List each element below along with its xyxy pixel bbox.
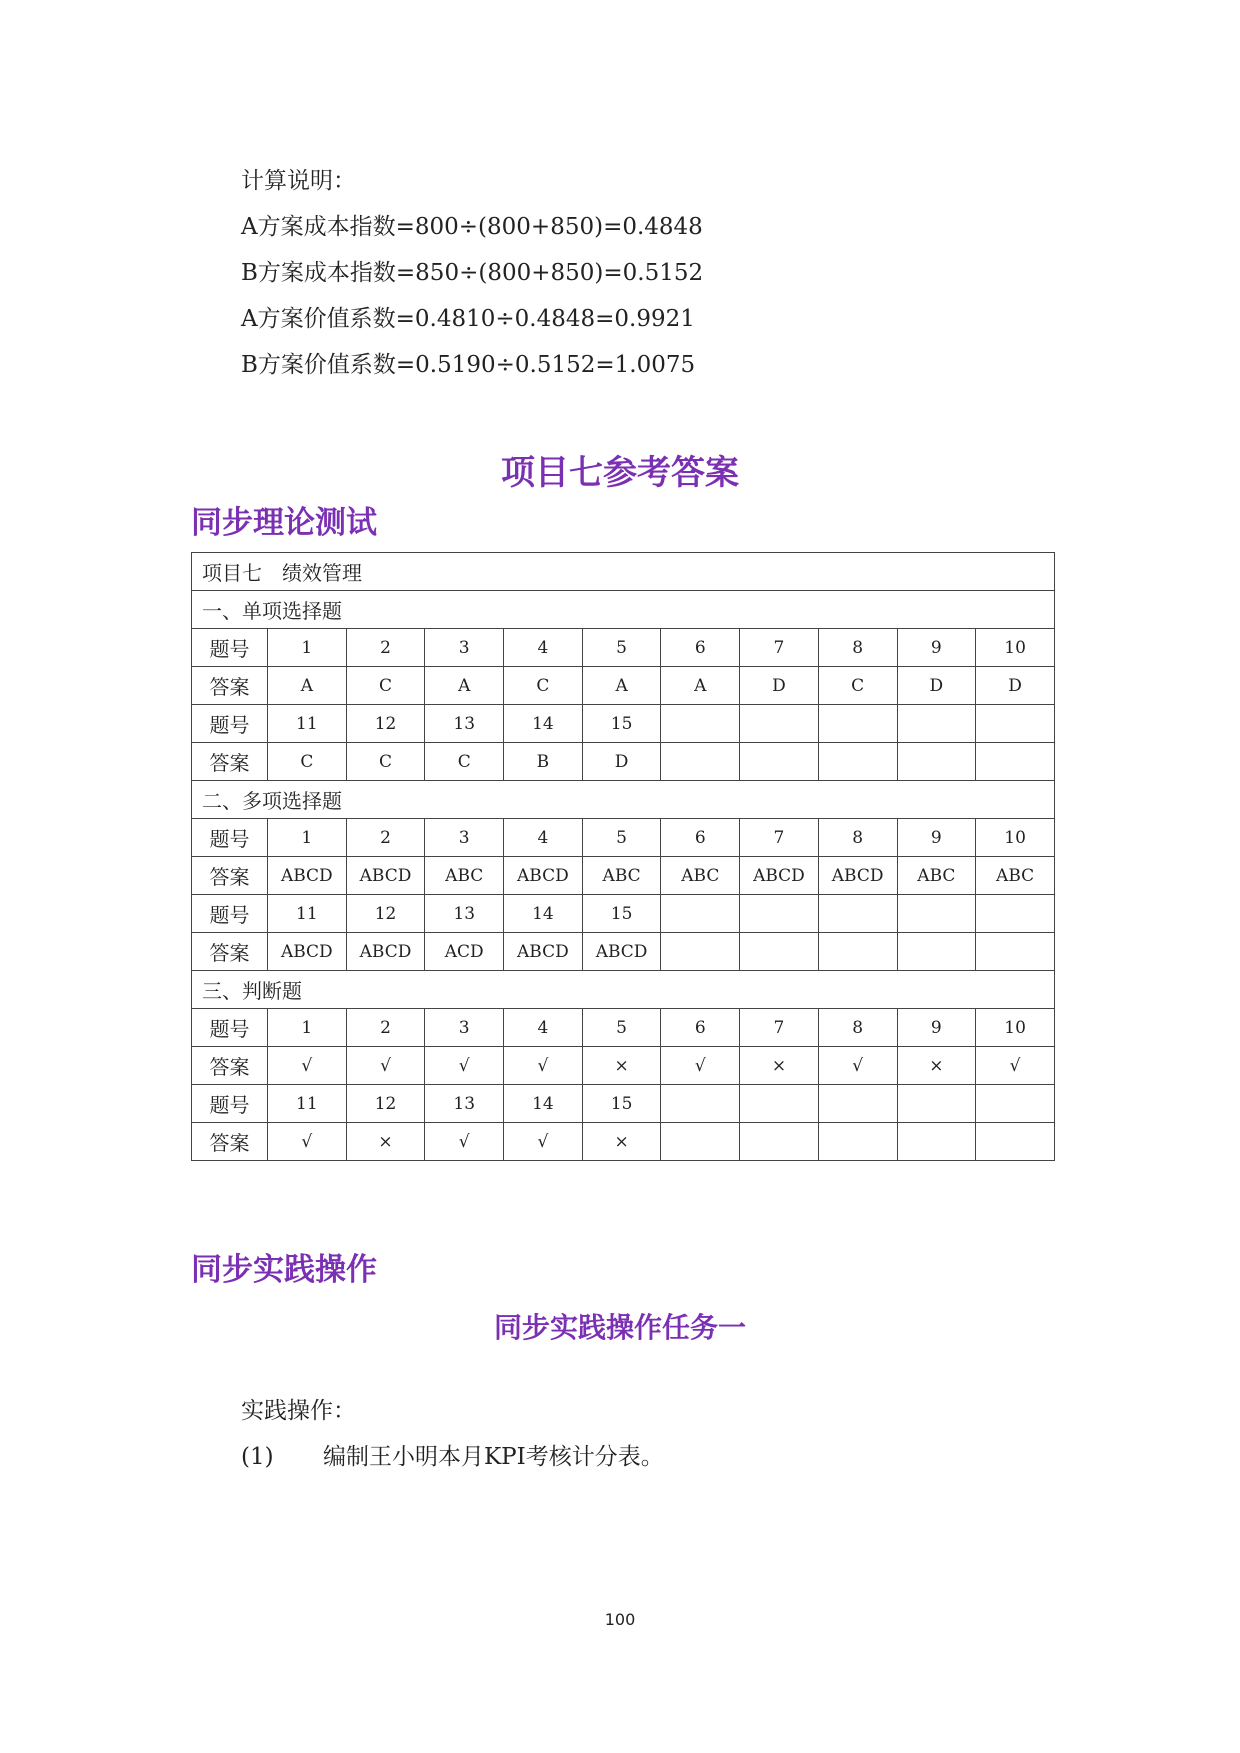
row-label: 题号 [192,819,268,857]
table-cell: ABCD [346,933,425,971]
practice-item-text: 编制王小明本月KPI考核计分表。 [323,1444,664,1470]
table-cell: D [897,667,976,705]
table-cell: ABC [976,857,1055,895]
section-title-row [192,781,1055,819]
row-label: 题号 [192,1085,268,1123]
table-cell: 9 [897,629,976,667]
table-cell: ABC [661,857,740,895]
table-cell: ABCD [740,857,819,895]
table-cell [818,895,897,933]
calc-line: A方案成本指数=800÷(800+850)=0.4848 [241,214,703,240]
table-cell: ABCD [268,933,347,971]
table-cell: × [582,1047,661,1085]
table-cell: 6 [661,819,740,857]
table-cell [897,933,976,971]
table-cell: 11 [268,1085,347,1123]
table-cell: C [268,743,347,781]
table-row [192,1009,1055,1047]
row-label: 答案 [192,857,268,895]
table-cell: ABC [582,857,661,895]
table-cell: 8 [818,1009,897,1047]
table-cell: 3 [425,1009,504,1047]
table-cell: 2 [346,819,425,857]
table-cell: × [740,1047,819,1085]
table-cell: D [976,667,1055,705]
table-cell [897,895,976,933]
table-cell: 6 [661,629,740,667]
practice-notes [241,1388,664,1480]
table-cell: √ [976,1047,1055,1085]
section-title-row [192,971,1055,1009]
table-cell: 4 [504,1009,583,1047]
table-cell [740,705,819,743]
table-cell: C [504,667,583,705]
table-cell: 13 [425,895,504,933]
row-label: 题号 [192,629,268,667]
table-row [192,857,1055,895]
table-cell: B [504,743,583,781]
table-cell: D [740,667,819,705]
table-cell: 1 [268,819,347,857]
row-label: 答案 [192,743,268,781]
table-cell: ABC [897,857,976,895]
table-cell [897,743,976,781]
table-header-row [192,553,1055,591]
table-cell [661,705,740,743]
table-cell [897,1085,976,1123]
table-cell: 8 [818,819,897,857]
table-row [192,1047,1055,1085]
table-cell [976,743,1055,781]
table-cell: √ [425,1047,504,1085]
practice-item-number: (1) [241,1444,274,1470]
section-title: 一、单项选择题 [192,591,1055,629]
section-title-practice: 同步实践操作 [191,1252,377,1288]
row-label: 题号 [192,895,268,933]
table-cell [818,1085,897,1123]
table-cell [818,933,897,971]
row-label: 答案 [192,1123,268,1161]
table-cell: 10 [976,819,1055,857]
table-cell [740,743,819,781]
table-cell [740,895,819,933]
page-title: 项目七参考答案 [501,453,739,493]
table-cell: √ [661,1047,740,1085]
table-cell: 5 [582,629,661,667]
table-row [192,819,1055,857]
table-cell: √ [818,1047,897,1085]
answer-table [191,552,1055,1161]
table-header: 项目七 绩效管理 [192,553,1055,591]
table-cell [897,1123,976,1161]
table-cell: 4 [504,629,583,667]
row-label: 答案 [192,667,268,705]
table-cell [740,1085,819,1123]
table-cell: 11 [268,895,347,933]
table-cell: 2 [346,629,425,667]
table-cell: ABCD [268,857,347,895]
table-cell: ABCD [346,857,425,895]
row-label: 答案 [192,933,268,971]
table-cell: 14 [504,1085,583,1123]
table-cell: 6 [661,1009,740,1047]
row-label: 题号 [192,705,268,743]
table-cell: D [582,743,661,781]
calc-line: A方案价值系数=0.4810÷0.4848=0.9921 [241,306,695,332]
table-cell: √ [268,1123,347,1161]
table-cell: 15 [582,1085,661,1123]
table-cell: √ [504,1047,583,1085]
table-cell: × [346,1123,425,1161]
section-title-row [192,591,1055,629]
table-cell: 12 [346,705,425,743]
table-cell [976,705,1055,743]
table-row [192,743,1055,781]
table-cell: C [346,743,425,781]
table-cell [976,933,1055,971]
section-title-theory: 同步理论测试 [191,505,377,541]
table-cell [661,895,740,933]
table-cell: 14 [504,705,583,743]
calc-line: B方案价值系数=0.5190÷0.5152=1.0075 [241,352,696,378]
table-cell: ACD [425,933,504,971]
table-cell: ABC [425,857,504,895]
table-row [192,1085,1055,1123]
table-cell [897,705,976,743]
table-row [192,1123,1055,1161]
table-cell [661,933,740,971]
table-cell: × [897,1047,976,1085]
table-cell: A [425,667,504,705]
table-cell: C [425,743,504,781]
table-cell: C [818,667,897,705]
table-row [192,895,1055,933]
table-cell: 12 [346,895,425,933]
table-cell [818,705,897,743]
section-title: 三、判断题 [192,971,1055,1009]
calc-heading: 计算说明： [241,168,356,194]
table-cell: 13 [425,1085,504,1123]
table-cell: 4 [504,819,583,857]
table-cell: 12 [346,1085,425,1123]
table-row [192,629,1055,667]
table-cell [661,743,740,781]
table-cell: 7 [740,819,819,857]
table-cell [976,1085,1055,1123]
page-number: 100 [604,1610,636,1629]
table-cell: √ [425,1123,504,1161]
table-cell: 2 [346,1009,425,1047]
table-cell [818,1123,897,1161]
table-cell: C [346,667,425,705]
section-title: 二、多项选择题 [192,781,1055,819]
table-cell: 11 [268,705,347,743]
table-cell: 9 [897,819,976,857]
table-cell: 5 [582,819,661,857]
table-row [192,705,1055,743]
table-cell: A [268,667,347,705]
table-cell: 10 [976,629,1055,667]
table-cell: 7 [740,1009,819,1047]
table-cell: 1 [268,1009,347,1047]
calc-line: B方案成本指数=850÷(800+850)=0.5152 [241,260,704,286]
table-cell: √ [346,1047,425,1085]
table-cell: 10 [976,1009,1055,1047]
table-cell: ABCD [504,857,583,895]
table-cell: √ [268,1047,347,1085]
table-cell: A [582,667,661,705]
table-cell [661,1123,740,1161]
table-cell: 3 [425,629,504,667]
table-cell: × [582,1123,661,1161]
practice-item [241,1434,664,1480]
task-title: 同步实践操作任务一 [493,1311,746,1344]
table-cell: 15 [582,705,661,743]
table-cell: 9 [897,1009,976,1047]
table-cell: ABCD [504,933,583,971]
table-cell [661,1085,740,1123]
table-cell: 1 [268,629,347,667]
table-cell [976,1123,1055,1161]
table-cell: A [661,667,740,705]
practice-heading: 实践操作： [241,1398,356,1424]
table-cell: 14 [504,895,583,933]
table-cell [740,1123,819,1161]
row-label: 题号 [192,1009,268,1047]
table-cell [740,933,819,971]
table-row [192,667,1055,705]
table-cell: 13 [425,705,504,743]
table-cell: 7 [740,629,819,667]
table-cell: 8 [818,629,897,667]
table-cell: 5 [582,1009,661,1047]
table-cell: ABCD [818,857,897,895]
table-cell: 15 [582,895,661,933]
calculation-notes [241,158,703,388]
row-label: 答案 [192,1047,268,1085]
table-cell: √ [504,1123,583,1161]
table-row [192,933,1055,971]
table-cell: 3 [425,819,504,857]
table-cell [976,895,1055,933]
table-cell [818,743,897,781]
table-cell: ABCD [582,933,661,971]
